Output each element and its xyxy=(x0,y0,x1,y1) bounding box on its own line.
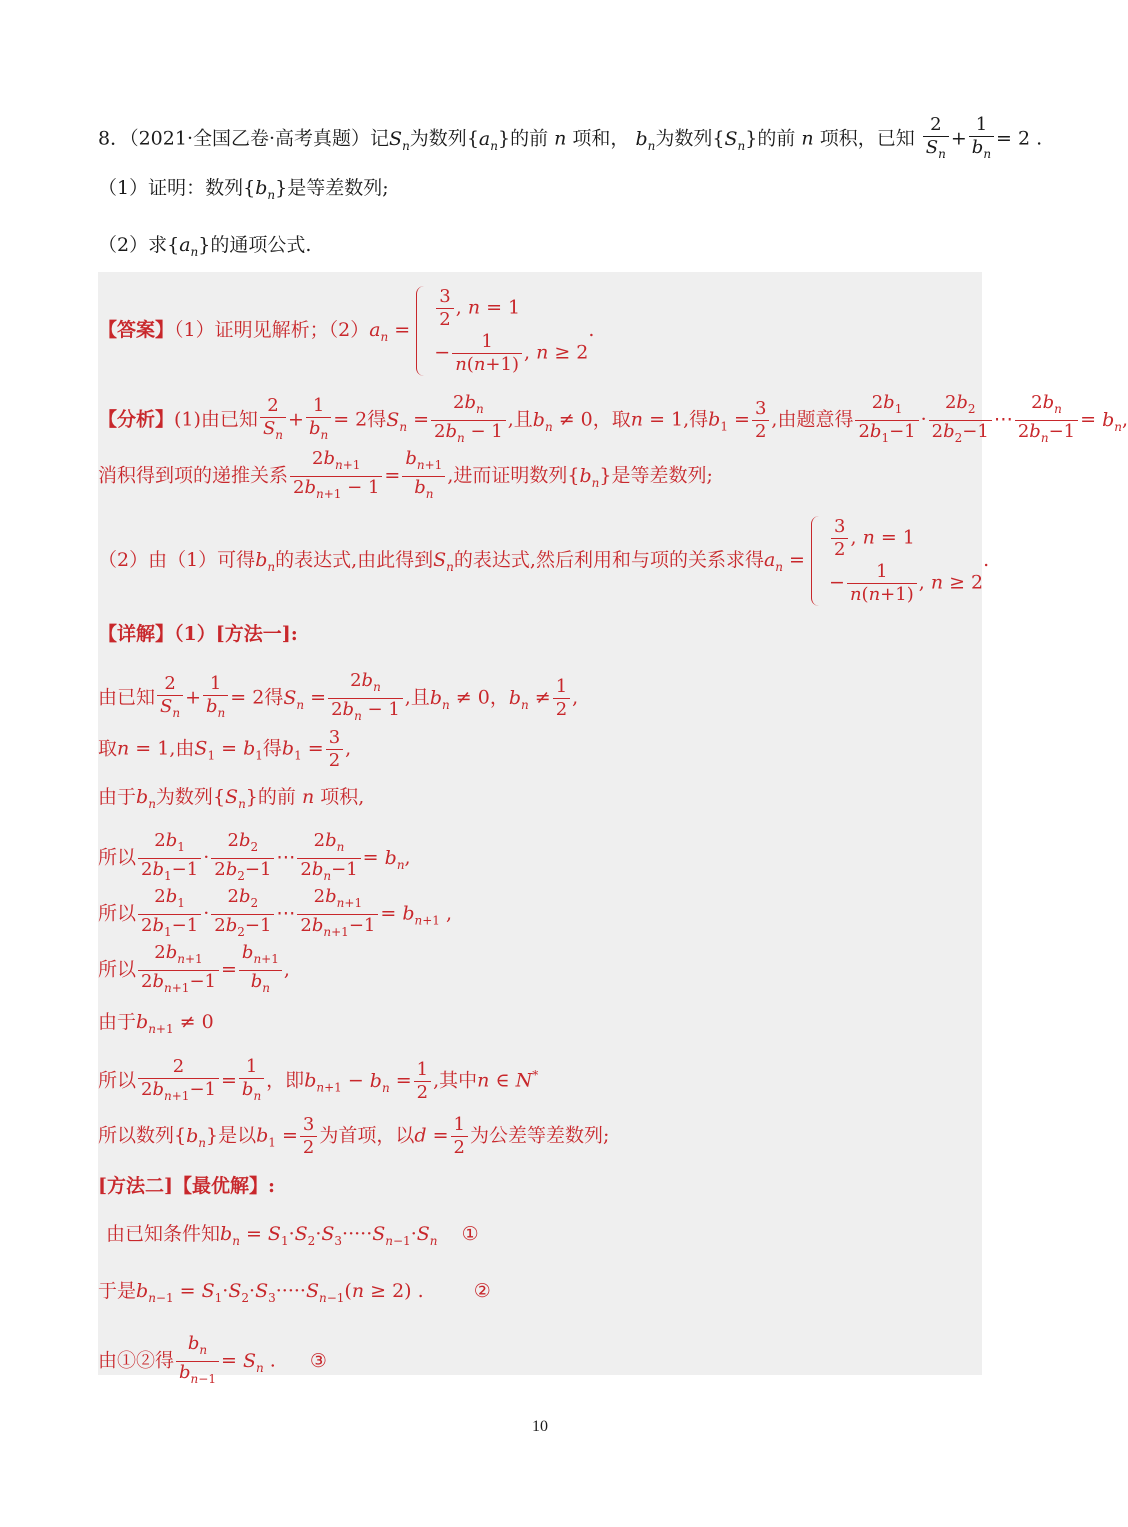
detail-step-3: 由于$b_n$为数列$\{S_n\}$的前 n 项积, xyxy=(98,786,365,811)
detail-heading: 【详解】（1）[方法一]: xyxy=(98,623,298,645)
detail-step-4: 所以 $\frac{2b_1}{2b_1-1}$ · $\frac{2b_2}{2b_2-1}$ ⋯ $\frac{2b_n}{2b_n-1}$ = $b_n$, xyxy=(98,830,411,883)
detail-step-2: 取n = 1,由$S_1 = b_1$得$b_1$ = $\frac{3}{2}$ , xyxy=(98,727,352,771)
analysis-line-3: （2）由（1）可得$b_n$的表达式,由此得到$S_n$的表达式,然后利用和与项的关系求得$a_n$ = $\frac{3}{2}$ , n = 1 − $\frac{1}{n(n+1)}$ , n ≥ 2 . xyxy=(98,516,990,605)
piecewise-brace: $\frac{3}{2}$ , n = 1 − $\frac{1}{n(n+1)}$ , n ≥ 2 xyxy=(416,286,588,376)
problem-part-1: （1）证明：数列$\{b_n\}$是等差数列; xyxy=(98,177,389,202)
detail-step-9: 所以数列$\{b_n\}$是以$b_1$ = $\frac{3}{2}$ 为首项，以d = $\frac{1}{2}$ 为公差等差数列; xyxy=(98,1114,610,1158)
detail-step-8: 所以 $\frac{2}{2b_{n+1}-1}$ = $\frac{1}{b_n}$ ，即$b_{n+1} - b_n$ = $\frac{1}{2}$ ,其中n ∈ N* xyxy=(98,1056,539,1103)
answer-line: 【答案】（1）证明见解析；$(2)a_n$ = $\frac{3}{2}$ , n = 1 − $\frac{1}{n(n+1)}$ , n ≥ 2 . xyxy=(98,286,595,375)
problem-title-line: 8．（2021·全国乙卷·高考真题）记$S_n$为数列$\{a_n\}$的前 n 项和， $b_n$为数列$\{S_n\}$的前 n 项积，已知 $\frac{2}{S_n}$ + $\frac{1}{b_n}$ = 2 . xyxy=(98,114,1043,161)
analysis-line-2: 消积得到项的递推关系 $\frac{2b_{n+1}}{2b_{n+1} - 1}$ = $\frac{b_{n+1}}{b_n}$ ,进而证明数列$\{b_n\}$是等差数列; xyxy=(98,448,713,501)
page-number: 10 xyxy=(532,1418,548,1435)
method-2-step-2: 于是$b_{n-1} = S_1\cdot S_2\cdot S_3\cdot\cdot\cdot\cdot\cdot S_{n-1}(n \ge 2)$ . ② xyxy=(98,1280,491,1305)
method-2-heading: [方法二]【最优解】: xyxy=(98,1175,275,1197)
detail-step-7: 由于$b_{n+1} \ne 0$ xyxy=(98,1011,214,1036)
detail-step-6: 所以 $\frac{2b_{n+1}}{2b_{n+1}-1}$ = $\frac{b_{n+1}}{b_n}$ , xyxy=(98,942,290,995)
detail-step-5: 所以 $\frac{2b_1}{2b_1-1}$ · $\frac{2b_2}{2b_2-1}$ ⋯ $\frac{2b_{n+1}}{2b_{n+1}-1}$ = $b_{n+1}$ , xyxy=(98,886,453,939)
detail-step-1: 由已知 $\frac{2}{S_n}$ + $\frac{1}{b_n}$ = 2得$S_n$ = $\frac{2b_n}{2b_n - 1}$ ,且$b_n \ne 0$，$b_n$ ≠ $\frac{1}{2}$ , xyxy=(98,670,579,723)
analysis-line-1: 【分析】(1)由已知 $\frac{2}{S_n}$ + $\frac{1}{b_n}$ = 2得$S_n$ = $\frac{2b_n}{2b_n - 1}$ ,且$b_n \ne 0$，取n = 1,得$b_1$ = $\frac{3}{2}$ ,由题意得 $\frac{2b_1}{2b_1-1}$ · $\frac{2b_2}{2b_2-1}$ ⋯ $\frac{2b_n}{2b_n-1}$ = $b_n$, xyxy=(98,392,1128,445)
piecewise-brace-2: $\frac{3}{2}$ , n = 1 − $\frac{1}{n(n+1)}$ , n ≥ 2 xyxy=(811,516,983,606)
problem-part-2: （2）求$\{a_n\}$的通项公式. xyxy=(98,234,312,259)
method-2-step-3: 由①②得 $\frac{b_n}{b_{n-1}}$ = $S_n$ . ③ xyxy=(98,1333,327,1386)
method-2-step-1: 由已知条件知$b_n = S_1\cdot S_2\cdot S_3\cdot\cdot\cdot\cdot\cdot S_{n-1}\cdot S_n$ ① xyxy=(106,1223,479,1248)
